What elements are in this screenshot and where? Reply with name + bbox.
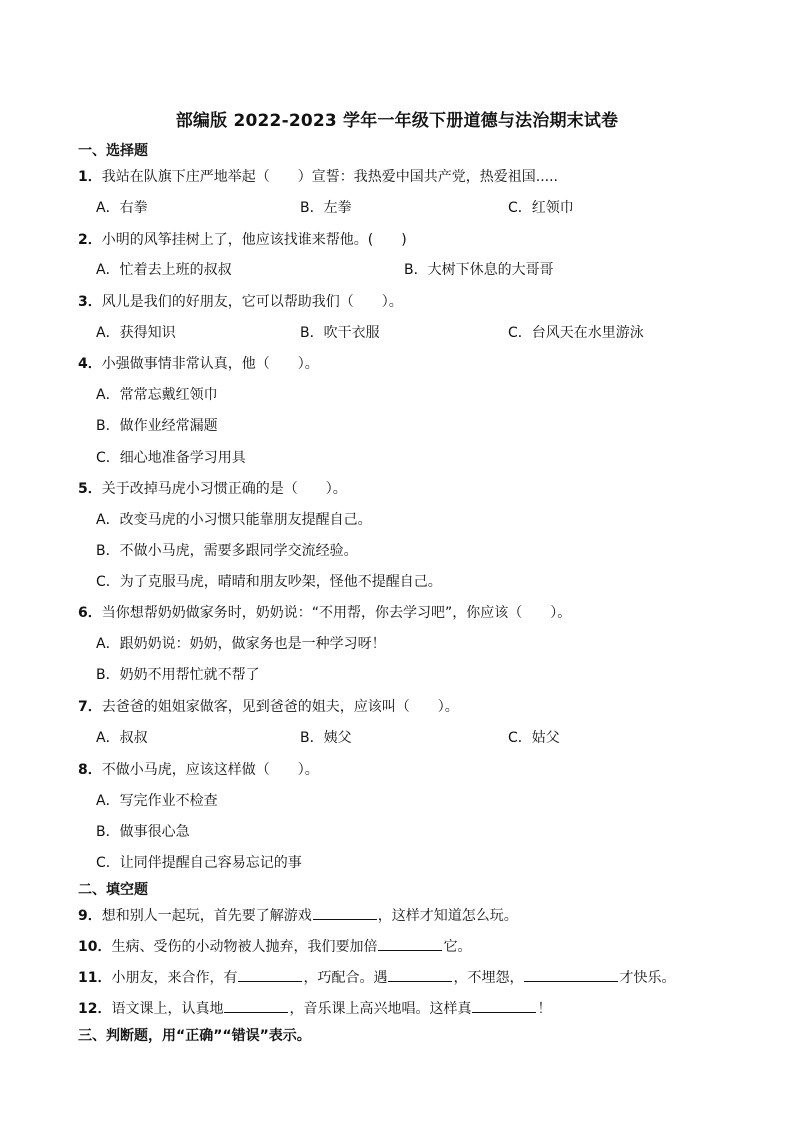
question-8: 8．不做小马虎，应该这样做（ ）。 xyxy=(78,762,319,778)
question-10: 10．生病、受伤的小动物被人抛弃，我们要加倍 它。 xyxy=(78,936,471,956)
answer-blank[interactable] xyxy=(378,936,442,951)
question-3: 3．风儿是我们的好朋友，它可以帮助我们（ ）。 xyxy=(78,294,403,310)
q1-option-c: C．红领巾 xyxy=(508,200,574,216)
answer-blank[interactable] xyxy=(224,998,288,1013)
q1-option-a: A．右拳 xyxy=(96,200,148,216)
question-11: 11．小朋友，来合作，有 ，巧配合。遇 ，不埋怨， 才快乐。 xyxy=(78,967,675,987)
question-7: 7．去爸爸的姐姐家做客，见到爸爸的姐夫，应该叫（ ）。 xyxy=(78,699,459,715)
question-4: 4．小强做事情非常认真，他（ ）。 xyxy=(78,356,319,372)
answer-blank[interactable] xyxy=(238,967,302,982)
question-6: 6．当你想帮奶奶做家务时，奶奶说：“不用帮，你去学习吧”，你应该（ ）。 xyxy=(78,605,572,621)
q8-option-a: A．写完作业不检查 xyxy=(96,793,218,809)
answer-blank[interactable] xyxy=(313,905,377,920)
q4-option-c: C．细心地准备学习用具 xyxy=(96,450,246,466)
q5-option-a: A．改变马虎的小习惯只能靠朋友提醒自己。 xyxy=(96,512,372,528)
question-5: 5．关于改掉马虎小习惯正确的是（ ）。 xyxy=(78,481,347,497)
section-heading-fill: 二、填空题 xyxy=(78,882,148,898)
q6-option-a: A．跟奶奶说：奶奶，做家务也是一种学习呀！ xyxy=(96,636,386,652)
answer-blank[interactable] xyxy=(524,967,618,982)
q3-option-a: A．获得知识 xyxy=(96,325,176,341)
q3-option-b: B．吹干衣服 xyxy=(300,325,380,341)
question-1: 1．我站在队旗下庄严地举起（ ）宣誓：我热爱中国共产党，热爱祖国..... xyxy=(78,169,558,185)
question-9: 9．想和别人一起玩，首先要了解游戏 ，这样才知道怎么玩。 xyxy=(78,905,518,925)
question-2: 2．小明的风筝挂树上了，他应该找谁来帮他。( ) xyxy=(78,232,407,248)
page-title: 部编版 2022-2023 学年一年级下册道德与法治期末试卷 xyxy=(175,111,619,131)
q3-option-c: C．台风天在水里游泳 xyxy=(508,325,644,341)
q2-option-a: A．忙着去上班的叔叔 xyxy=(96,262,232,278)
q7-option-a: A．叔叔 xyxy=(96,730,148,746)
q7-option-c: C．姑父 xyxy=(508,730,560,746)
q8-option-c: C．让同伴提醒自己容易忘记的事 xyxy=(96,855,302,871)
q8-option-b: B．做事很心急 xyxy=(96,824,190,840)
q1-option-b: B．左拳 xyxy=(300,200,352,216)
q4-option-b: B．做作业经常漏题 xyxy=(96,418,218,434)
question-12: 12．语文课上，认真地 ，音乐课上高兴地唱。这样真 ！ xyxy=(78,998,551,1018)
answer-blank[interactable] xyxy=(472,998,536,1013)
section-heading-judge: 三、判断题，用“正确”“错误”表示。 xyxy=(78,1028,311,1044)
q4-option-a: A．常常忘戴红领巾 xyxy=(96,387,218,403)
section-heading-choice: 一、选择题 xyxy=(78,143,148,159)
q6-option-b: B．奶奶不用帮忙就不帮了 xyxy=(96,667,260,683)
answer-blank[interactable] xyxy=(388,967,452,982)
q2-option-b: B．大树下休息的大哥哥 xyxy=(404,262,554,278)
q5-option-c: C．为了克服马虎，晴晴和朋友吵架，怪他不提醒自己。 xyxy=(96,574,442,590)
q7-option-b: B．姨父 xyxy=(300,730,352,746)
q5-option-b: B．不做小马虎，需要多跟同学交流经验。 xyxy=(96,543,358,559)
